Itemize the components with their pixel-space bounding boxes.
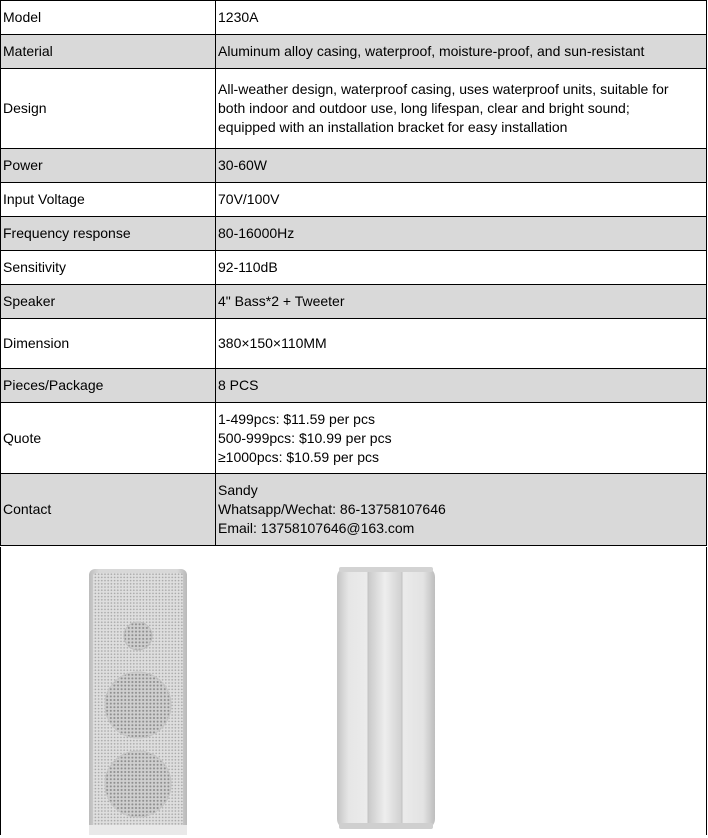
speaker-value-line: 4" Bass*2 + Tweeter (218, 293, 345, 309)
row-pieces-package (1, 369, 707, 403)
sensitivity-value-line: 92-110dB (218, 259, 278, 275)
frequency-response-value (216, 217, 707, 251)
material-value (216, 35, 707, 69)
row-frequency-response (1, 217, 707, 251)
sensitivity-label: Sensitivity (1, 251, 216, 285)
row-quote (1, 403, 707, 474)
row-power (1, 149, 707, 183)
design-value-line: All-weather design, waterproof casing, uses waterproof units, suitable for (218, 81, 669, 97)
model-label: Model (1, 1, 216, 35)
input-voltage-label: Input Voltage (1, 183, 216, 217)
quote-value-line: 500-999pcs: $10.99 per pcs (218, 429, 392, 446)
contact-value-line: Email: 13758107646@163.com (218, 520, 415, 536)
design-value-line: both indoor and outdoor use, long lifespan, clear and bright sound; (218, 100, 630, 116)
design-label: Design (1, 69, 216, 149)
speaker-side-image (337, 567, 435, 829)
contact-value (216, 474, 707, 546)
row-contact (1, 474, 707, 546)
quote-label: Quote (1, 403, 216, 474)
frequency-response-value-line: 80-16000Hz (218, 225, 295, 241)
design-value (216, 69, 707, 149)
sensitivity-value (216, 251, 707, 285)
row-input-voltage (1, 183, 707, 217)
row-model (1, 1, 707, 35)
dimension-label: Dimension (1, 319, 216, 369)
row-dimension (1, 319, 707, 369)
product-photo-area (0, 547, 707, 835)
row-speaker (1, 285, 707, 319)
power-label: Power (1, 149, 216, 183)
quote-value-line: ≥1000pcs: $10.59 per pcs (218, 448, 380, 465)
model-value-line: 1230A (218, 9, 259, 25)
contact-value-line: Sandy (218, 482, 258, 498)
power-value-line: 30-60W (218, 157, 268, 173)
row-material (1, 35, 707, 69)
contact-label: Contact (1, 474, 216, 546)
input-voltage-value (216, 183, 707, 217)
input-voltage-value-line: 70V/100V (218, 191, 280, 207)
quote-value-line: 1-499pcs: $11.59 per pcs (218, 410, 375, 427)
contact-value-line: Whatsapp/Wechat: 86-13758107646 (218, 501, 446, 517)
dimension-value (216, 319, 707, 369)
speaker-front-image (89, 569, 187, 835)
quote-value (216, 403, 707, 474)
pieces-package-label: Pieces/Package (1, 369, 216, 403)
material-value-line: Aluminum alloy casing, waterproof, moisture-proof, and sun-resistant (218, 43, 645, 59)
speaker-value (216, 285, 707, 319)
pieces-package-value (216, 369, 707, 403)
product-photo (1, 547, 707, 835)
power-value (216, 149, 707, 183)
row-sensitivity (1, 251, 707, 285)
speaker-label: Speaker (1, 285, 216, 319)
frequency-response-label: Frequency response (1, 217, 216, 251)
dimension-value-line: 380×150×110MM (218, 335, 327, 351)
row-design (1, 69, 707, 149)
pieces-package-value-line: 8 PCS (218, 377, 259, 393)
model-value (216, 1, 707, 35)
material-label: Material (1, 35, 216, 69)
design-value-line: equipped with an installation bracket for easy installation (218, 119, 568, 135)
